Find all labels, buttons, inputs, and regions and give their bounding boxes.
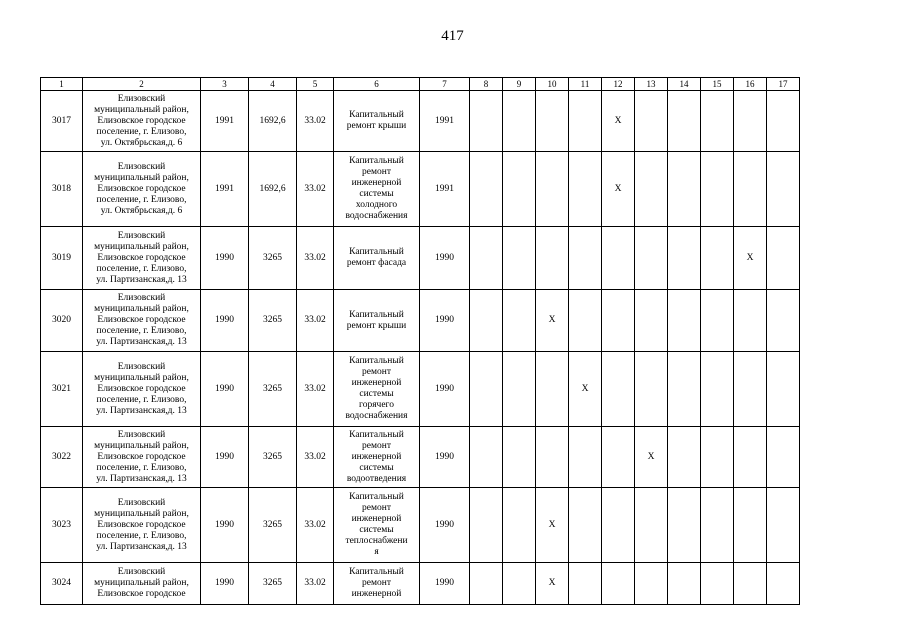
cell-line: ул. Партизанская,д. 13	[96, 405, 187, 416]
empty-cell	[470, 488, 503, 563]
code-cell: 33.02	[297, 427, 334, 488]
code-cell: 33.02	[297, 290, 334, 352]
empty-cell	[503, 488, 536, 563]
empty-cell	[668, 352, 701, 427]
empty-cell	[569, 227, 602, 290]
area-cell: 3265	[249, 488, 297, 563]
empty-cell	[503, 352, 536, 427]
column-number-cell: 13	[635, 78, 668, 91]
empty-cell	[503, 152, 536, 227]
empty-cell	[767, 152, 800, 227]
cell-line: Елизовский	[117, 429, 166, 440]
cell-line: муниципальный район,	[94, 578, 189, 588]
empty-cell	[569, 563, 602, 605]
empty-cell	[701, 427, 734, 488]
column-number-cell: 17	[767, 78, 800, 91]
year-cell: 1990	[201, 352, 249, 427]
cell-line: Елизовский	[117, 361, 166, 372]
empty-cell	[668, 427, 701, 488]
empty-cell	[701, 227, 734, 290]
mark-cell: X	[536, 563, 569, 605]
cell-line: ул. Партизанская,д. 13	[96, 541, 187, 552]
empty-cell	[701, 91, 734, 152]
area-cell: 1692,6	[249, 152, 297, 227]
empty-cell	[635, 352, 668, 427]
empty-cell	[503, 227, 536, 290]
area-cell: 1692,6	[249, 91, 297, 152]
empty-cell	[569, 152, 602, 227]
cell-line: ул. Партизанская,д. 13	[96, 274, 187, 285]
area-cell: 3265	[249, 227, 297, 290]
row-id-cell: 3020	[41, 290, 83, 352]
year-completion-cell: 1990	[420, 427, 470, 488]
empty-cell	[569, 290, 602, 352]
address-cell	[83, 563, 201, 605]
column-number-cell: 4	[249, 78, 297, 91]
cell-line: Елизовский	[117, 293, 166, 303]
cell-line: ремонт	[362, 167, 391, 177]
empty-cell	[668, 563, 701, 605]
empty-cell	[470, 290, 503, 352]
empty-cell	[767, 352, 800, 427]
empty-cell	[635, 290, 668, 352]
code-cell: 33.02	[297, 227, 334, 290]
cell-line: ремонт крыши	[346, 320, 407, 331]
cell-line: ремонт	[362, 503, 391, 513]
empty-cell	[734, 488, 767, 563]
empty-cell	[767, 427, 800, 488]
year-cell: 1990	[201, 563, 249, 605]
address-cell	[83, 290, 201, 352]
empty-cell	[602, 290, 635, 352]
address-cell	[83, 427, 201, 488]
empty-cell	[602, 427, 635, 488]
address-cell	[83, 488, 201, 563]
cell-line: Елизовский	[117, 161, 166, 172]
empty-cell	[668, 91, 701, 152]
cell-line: инженерной	[351, 514, 402, 524]
cell-line: Елизовское городское	[97, 383, 186, 394]
table-row	[41, 91, 800, 152]
area-cell: 3265	[249, 563, 297, 605]
empty-cell	[668, 290, 701, 352]
empty-cell	[470, 91, 503, 152]
empty-cell	[734, 563, 767, 605]
cell-line: ремонт крыши	[346, 121, 407, 131]
cell-line: Капитальный	[349, 429, 404, 440]
cell-line: муниципальный район,	[94, 241, 189, 252]
cell-line: ул. Партизанская,д. 13	[96, 337, 187, 347]
area-cell: 3265	[249, 352, 297, 427]
cell-line: ул. Октябрьская,д. 6	[100, 137, 183, 148]
code-cell: 33.02	[297, 91, 334, 152]
mark-cell: X	[569, 352, 602, 427]
empty-cell	[701, 290, 734, 352]
empty-cell	[668, 488, 701, 563]
empty-cell	[536, 152, 569, 227]
cell-line: поселение, г. Елизово,	[96, 462, 187, 473]
empty-cell	[701, 488, 734, 563]
work-type-cell	[334, 91, 420, 152]
cell-line: Капитальный	[349, 156, 404, 166]
area-cell: 3265	[249, 290, 297, 352]
empty-cell	[503, 290, 536, 352]
code-cell: 33.02	[297, 352, 334, 427]
year-completion-cell: 1991	[420, 91, 470, 152]
cell-line: ремонт	[362, 367, 391, 377]
empty-cell	[536, 91, 569, 152]
works-table	[40, 77, 800, 605]
column-number-cell: 10	[536, 78, 569, 91]
table-row	[41, 488, 800, 563]
work-type-cell	[334, 563, 420, 605]
empty-cell	[569, 91, 602, 152]
cell-line: Елизовское городское	[97, 315, 186, 325]
empty-cell	[767, 91, 800, 152]
address-cell	[83, 152, 201, 227]
cell-line: поселение, г. Елизово,	[96, 126, 187, 137]
year-completion-cell: 1990	[420, 227, 470, 290]
year-completion-cell: 1990	[420, 563, 470, 605]
mark-cell: X	[536, 290, 569, 352]
column-number-cell: 14	[668, 78, 701, 91]
empty-cell	[503, 91, 536, 152]
area-cell: 3265	[249, 427, 297, 488]
work-type-cell	[334, 427, 420, 488]
empty-cell	[701, 563, 734, 605]
empty-cell	[701, 152, 734, 227]
row-id-cell: 3017	[41, 91, 83, 152]
empty-cell	[635, 91, 668, 152]
cell-line: инженерной	[351, 378, 402, 388]
empty-cell	[503, 563, 536, 605]
cell-line: Елизовский	[117, 567, 166, 577]
cell-line: Капитальный	[349, 110, 404, 120]
column-number-cell: 15	[701, 78, 734, 91]
work-type-cell	[334, 227, 420, 290]
work-type-cell	[334, 290, 420, 352]
work-type-cell	[334, 488, 420, 563]
empty-cell	[536, 352, 569, 427]
cell-line: поселение, г. Елизово,	[96, 394, 187, 405]
cell-line: системы	[359, 389, 394, 399]
cell-line: Капитальный	[349, 492, 404, 502]
row-id-cell: 3023	[41, 488, 83, 563]
empty-cell	[602, 352, 635, 427]
mark-cell: X	[635, 427, 668, 488]
column-number-cell: 11	[569, 78, 602, 91]
cell-line: инженерной	[351, 589, 402, 599]
work-type-cell	[334, 152, 420, 227]
row-id-cell: 3021	[41, 352, 83, 427]
row-id-cell: 3018	[41, 152, 83, 227]
year-cell: 1990	[201, 290, 249, 352]
year-completion-cell: 1990	[420, 488, 470, 563]
empty-cell	[734, 152, 767, 227]
empty-cell	[734, 290, 767, 352]
empty-cell	[470, 227, 503, 290]
mark-cell: X	[536, 488, 569, 563]
empty-cell	[734, 91, 767, 152]
empty-cell	[470, 427, 503, 488]
address-cell	[83, 91, 201, 152]
empty-cell	[602, 563, 635, 605]
column-number-cell: 16	[734, 78, 767, 91]
table-row	[41, 152, 800, 227]
cell-line: Елизовский	[117, 497, 166, 508]
column-number-cell: 8	[470, 78, 503, 91]
page-number: 417	[441, 28, 464, 44]
cell-line: муниципальный район,	[94, 372, 189, 383]
code-cell: 33.02	[297, 488, 334, 563]
cell-line: Елизовский	[117, 230, 166, 241]
cell-line: Елизовское городское	[97, 252, 186, 263]
cell-line: водоснабжения	[345, 211, 408, 221]
address-cell	[83, 352, 201, 427]
empty-cell	[470, 352, 503, 427]
mark-cell: X	[602, 152, 635, 227]
year-cell: 1990	[201, 488, 249, 563]
cell-line: ремонт	[362, 578, 391, 588]
cell-line: Капитальный	[349, 247, 404, 257]
row-id-cell: 3019	[41, 227, 83, 290]
cell-line: поселение, г. Елизово,	[96, 263, 187, 274]
empty-cell	[635, 488, 668, 563]
column-number-cell: 12	[602, 78, 635, 91]
column-number-cell: 7	[420, 78, 470, 91]
empty-cell	[668, 152, 701, 227]
empty-cell	[536, 227, 569, 290]
empty-cell	[635, 227, 668, 290]
empty-cell	[734, 352, 767, 427]
cell-line: ул. Партизанская,д. 13	[96, 473, 187, 484]
empty-cell	[701, 352, 734, 427]
code-cell: 33.02	[297, 152, 334, 227]
table-row	[41, 352, 800, 427]
address-cell	[83, 227, 201, 290]
empty-cell	[767, 563, 800, 605]
cell-line: муниципальный район,	[94, 104, 189, 115]
cell-line: ремонт	[362, 440, 391, 451]
empty-cell	[602, 227, 635, 290]
table-row	[41, 290, 800, 352]
empty-cell	[569, 488, 602, 563]
cell-line: Капитальный	[349, 356, 404, 366]
year-cell: 1991	[201, 91, 249, 152]
year-cell: 1990	[201, 227, 249, 290]
empty-cell	[635, 563, 668, 605]
cell-line: Елизовское городское	[97, 115, 186, 126]
column-number-cell: 2	[83, 78, 201, 91]
empty-cell	[767, 488, 800, 563]
cell-line: муниципальный район,	[94, 304, 189, 314]
cell-line: водоснабжения	[345, 411, 408, 421]
column-number-row	[41, 78, 800, 91]
cell-line: поселение, г. Елизово,	[96, 530, 187, 541]
year-completion-cell: 1991	[420, 152, 470, 227]
empty-cell	[734, 427, 767, 488]
empty-cell	[767, 290, 800, 352]
empty-cell	[602, 488, 635, 563]
empty-cell	[569, 427, 602, 488]
cell-line: системы	[359, 525, 394, 535]
year-cell: 1991	[201, 152, 249, 227]
table-row	[41, 227, 800, 290]
column-number-cell: 9	[503, 78, 536, 91]
cell-line: холодного	[355, 200, 398, 210]
cell-line: инженерной	[351, 178, 402, 188]
column-number-cell: 5	[297, 78, 334, 91]
cell-line: горячего	[359, 400, 394, 410]
cell-line: муниципальный район,	[94, 508, 189, 519]
row-id-cell: 3024	[41, 563, 83, 605]
cell-line: Капитальный	[349, 309, 404, 320]
mark-cell: X	[734, 227, 767, 290]
cell-line: системы	[359, 189, 394, 199]
empty-cell	[635, 152, 668, 227]
cell-line: я	[374, 547, 379, 557]
cell-line: Елизовское городское	[97, 451, 186, 462]
cell-line: поселение, г. Елизово,	[96, 326, 187, 336]
empty-cell	[503, 427, 536, 488]
cell-line: Елизовское городское	[97, 519, 186, 530]
empty-cell	[668, 227, 701, 290]
cell-line: ремонт фасада	[346, 258, 407, 268]
column-number-cell: 6	[334, 78, 420, 91]
cell-line: инженерной	[351, 451, 402, 462]
year-cell: 1990	[201, 427, 249, 488]
cell-line: муниципальный район,	[94, 172, 189, 183]
code-cell: 33.02	[297, 563, 334, 605]
table-row	[41, 563, 800, 605]
cell-line: системы	[359, 462, 394, 473]
row-id-cell: 3022	[41, 427, 83, 488]
column-number-cell: 1	[41, 78, 83, 91]
year-completion-cell: 1990	[420, 352, 470, 427]
empty-cell	[470, 152, 503, 227]
table-row	[41, 427, 800, 488]
cell-line: Елизовское городское	[97, 589, 186, 599]
cell-line: теплоснабжени	[345, 536, 408, 546]
cell-line: Елизовский	[117, 93, 166, 104]
year-completion-cell: 1990	[420, 290, 470, 352]
cell-line: водоотведения	[346, 473, 407, 484]
column-number-cell: 3	[201, 78, 249, 91]
cell-line: Капитальный	[349, 567, 404, 577]
cell-line: ул. Октябрьская,д. 6	[100, 205, 183, 216]
cell-line: поселение, г. Елизово,	[96, 194, 187, 205]
mark-cell: X	[602, 91, 635, 152]
empty-cell	[536, 427, 569, 488]
empty-cell	[767, 227, 800, 290]
cell-line: Елизовское городское	[97, 183, 186, 194]
empty-cell	[470, 563, 503, 605]
cell-line: муниципальный район,	[94, 440, 189, 451]
work-type-cell	[334, 352, 420, 427]
